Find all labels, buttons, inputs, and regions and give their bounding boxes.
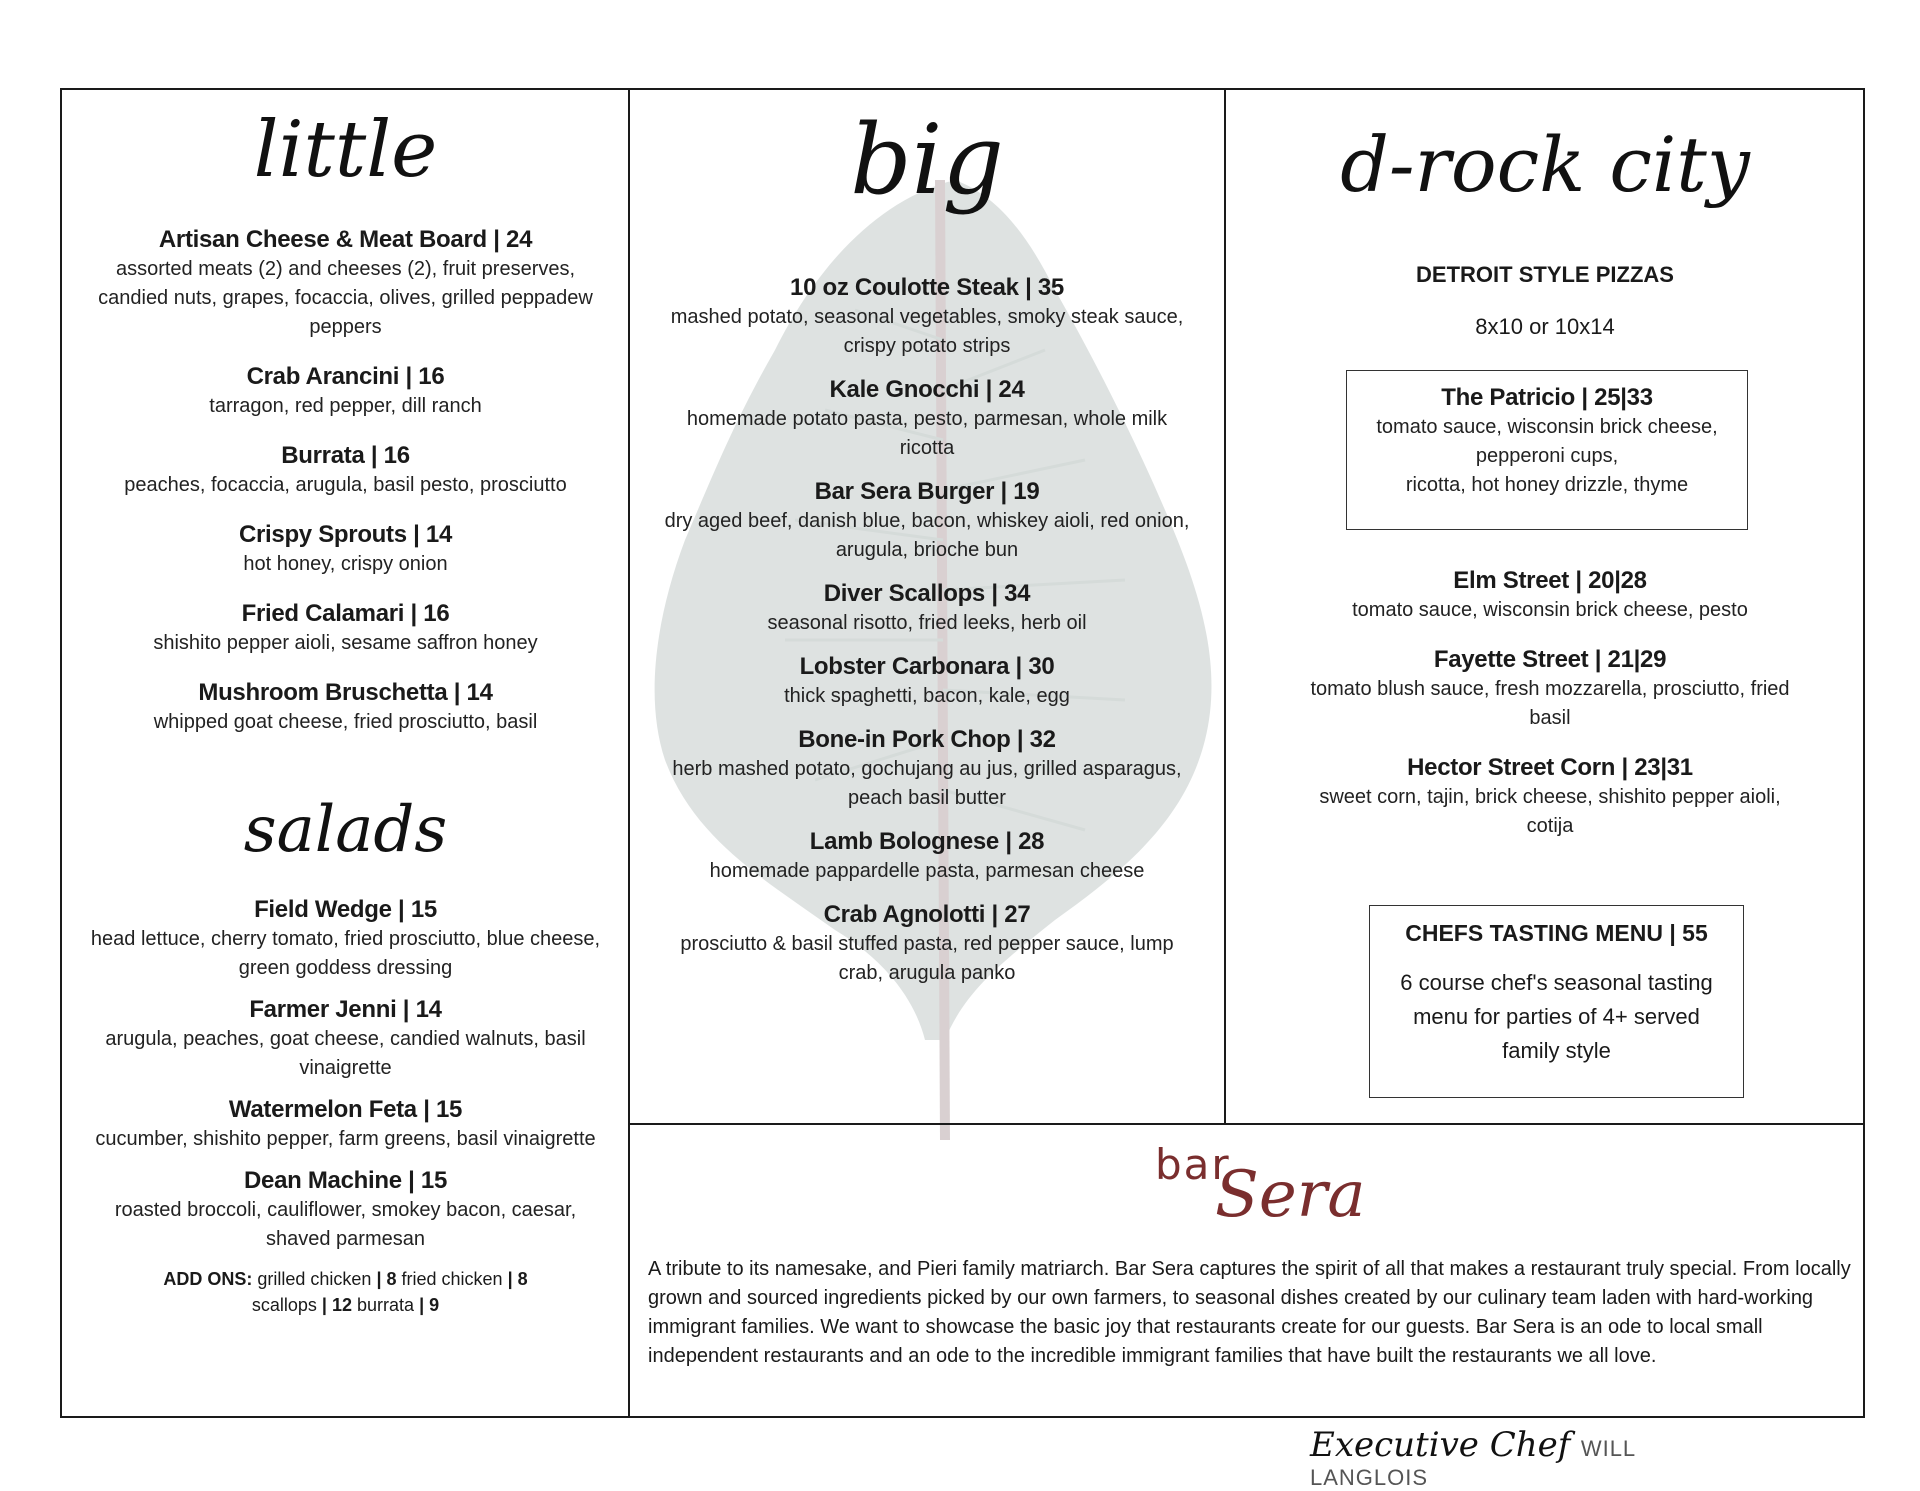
tasting-menu-box bbox=[1369, 905, 1744, 1098]
menu-item-desc: whipped goat cheese, fried prosciutto, basil bbox=[153, 711, 538, 733]
little-heading: little bbox=[253, 105, 438, 195]
about-paragraph: A tribute to its namesake, and Pieri family matriarch. Bar Sera captures the spirit of all that makes a restaurant truly special. From locally grown and sourced ingredients picked by our own farmers, to seasonal dishes created by our culinary team laden with hard-working immigrant families. We want to showcase the basic joy that restaurants create for our guests. Bar Sera is an ode to local small independent restaurants and an ode to the incredible immigrant families that have built the restaurants we all love. bbox=[648, 1258, 1851, 1367]
menu-item-name: Fayette Street | 21|29 bbox=[1433, 646, 1667, 673]
menu-item-desc: shishito pepper aioli, sesame saffron honey bbox=[153, 632, 538, 654]
menu-item bbox=[84, 895, 607, 983]
divider-little-big bbox=[628, 88, 630, 1418]
menu-item-desc: homemade pappardelle pasta, parmesan cheese bbox=[709, 860, 1145, 882]
menu-item-name: Watermelon Feta | 15 bbox=[228, 1096, 463, 1123]
menu-item bbox=[84, 441, 607, 500]
featured-pizza-line-3: ricotta, hot honey drizzle, thyme bbox=[1405, 474, 1689, 496]
menu-item bbox=[1300, 566, 1800, 625]
menu-item bbox=[662, 725, 1192, 813]
menu-item-name: Lamb Bolognese | 28 bbox=[809, 828, 1045, 855]
big-heading: big bbox=[850, 104, 1004, 216]
menu-item-name: Dean Machine | 15 bbox=[243, 1167, 448, 1194]
menu-item bbox=[84, 1095, 607, 1154]
salads-heading: salads bbox=[243, 793, 448, 867]
featured-pizza-box bbox=[1346, 370, 1748, 530]
menu-item-name: Crab Agnolotti | 27 bbox=[823, 901, 1031, 928]
menu-item bbox=[84, 678, 607, 737]
big-items bbox=[632, 273, 1222, 988]
menu-item-desc: tomato sauce, wisconsin brick cheese, pesto bbox=[1352, 599, 1748, 621]
menu-item bbox=[1300, 753, 1800, 841]
menu-item-name: Diver Scallops | 34 bbox=[823, 580, 1031, 607]
salads-items bbox=[64, 895, 627, 1254]
menu-item bbox=[662, 273, 1192, 361]
menu-item bbox=[84, 995, 607, 1083]
menu-item-name: Bar Sera Burger | 19 bbox=[814, 478, 1040, 505]
menu-item-desc: thick spaghetti, bacon, kale, egg bbox=[784, 685, 1070, 707]
menu-item-desc: sweet corn, tajin, brick cheese, shishito pepper aioli, cotija bbox=[1319, 786, 1781, 837]
featured-pizza-name: The Patricio | 25|33 bbox=[1441, 384, 1653, 411]
addons-line-2: scallops | 12 burrata | 9 bbox=[251, 1295, 440, 1315]
menu-item-desc: hot honey, crispy onion bbox=[243, 553, 448, 575]
featured-pizza-line-1: tomato sauce, wisconsin brick cheese, bbox=[1376, 416, 1718, 438]
menu-item bbox=[662, 579, 1192, 638]
menu-item-name: Crab Arancini | 16 bbox=[246, 363, 445, 390]
menu-item-desc: roasted broccoli, cauliflower, smokey bacon, caesar, shaved parmesan bbox=[114, 1199, 577, 1250]
brand-logo bbox=[1155, 1140, 1375, 1250]
frame-bottom-left bbox=[60, 1416, 630, 1418]
menu-item-desc: tarragon, red pepper, dill ranch bbox=[209, 395, 482, 417]
menu-item bbox=[662, 477, 1192, 565]
menu-item-desc: prosciutto & basil stuffed pasta, red pepper sauce, lump crab, arugula panko bbox=[680, 933, 1174, 984]
addon-grilled-chicken: grilled chicken bbox=[257, 1269, 372, 1289]
menu-item-desc: peaches, focaccia, arugula, basil pesto, prosciutto bbox=[124, 474, 567, 496]
chef-title: Executive Chef bbox=[1310, 1425, 1571, 1465]
addons bbox=[64, 1266, 627, 1318]
divider-big-pizza bbox=[1224, 88, 1226, 1124]
pizza-subtitle: DETROIT STYLE PIZZAS bbox=[1416, 262, 1674, 287]
featured-pizza-line-2: pepperoni cups, bbox=[1475, 445, 1619, 467]
menu-item-desc: head lettuce, cherry tomato, fried prosciutto, blue cheese, green goddess dressing bbox=[90, 928, 601, 979]
menu-item bbox=[84, 362, 607, 421]
pizza-column bbox=[1228, 110, 1862, 342]
menu-item-name: Bone-in Pork Chop | 32 bbox=[798, 726, 1056, 753]
frame-left bbox=[60, 88, 62, 1418]
chef-signature bbox=[1310, 1425, 1730, 1490]
menu-item-desc: arugula, peaches, goat cheese, candied walnuts, basil vinaigrette bbox=[105, 1028, 586, 1079]
menu-item bbox=[662, 827, 1192, 886]
menu-item bbox=[84, 599, 607, 658]
menu-item-name: Field Wedge | 15 bbox=[254, 896, 437, 923]
frame-top bbox=[60, 88, 1865, 90]
addon-burrata: burrata bbox=[357, 1295, 415, 1315]
menu-item-desc: homemade potato pasta, pesto, parmesan, whole milk ricotta bbox=[686, 408, 1168, 459]
addon-burrata-price: 9 bbox=[429, 1295, 440, 1315]
brand-sera: Sera bbox=[1215, 1158, 1366, 1232]
chef-name: WILL LANGLOIS bbox=[1310, 1436, 1636, 1490]
little-items bbox=[64, 225, 627, 737]
menu-item-name: Kale Gnocchi | 24 bbox=[829, 376, 1025, 403]
tasting-menu-title: CHEFS TASTING MENU | 55 bbox=[1405, 920, 1708, 946]
menu-item bbox=[662, 375, 1192, 463]
menu-item-name: Burrata | 16 bbox=[281, 442, 410, 469]
menu-item-name: Mushroom Bruschetta | 14 bbox=[198, 679, 493, 706]
addon-fried-chicken: fried chicken bbox=[401, 1269, 503, 1289]
addon-scallops-price: 12 bbox=[331, 1295, 352, 1315]
menu-item-name: Farmer Jenni | 14 bbox=[249, 996, 442, 1023]
menu-item-name: Hector Street Corn | 23|31 bbox=[1407, 754, 1693, 781]
pizza-items bbox=[1300, 566, 1800, 861]
menu-item bbox=[84, 1166, 607, 1254]
menu-item bbox=[84, 520, 607, 579]
tasting-menu-desc: 6 course chef's seasonal tasting menu for parties of 4+ served family style bbox=[1400, 970, 1713, 1063]
menu-item bbox=[662, 652, 1192, 711]
menu-item-desc: assorted meats (2) and cheeses (2), fruit preserves, candied nuts, grapes, focaccia, olives, grilled peppadew peppers bbox=[98, 258, 593, 338]
menu-item-name: 10 oz Coulotte Steak | 35 bbox=[790, 274, 1064, 301]
addons-line-1: ADD ONS: grilled chicken | 8 fried chicken | 8 bbox=[163, 1269, 528, 1289]
menu-item-desc: mashed potato, seasonal vegetables, smoky steak sauce, crispy potato strips bbox=[670, 306, 1184, 357]
menu-item bbox=[1300, 645, 1800, 733]
menu-item-desc: dry aged beef, danish blue, bacon, whiskey aioli, red onion, arugula, brioche bun bbox=[664, 510, 1190, 561]
addon-fried-chicken-price: 8 bbox=[517, 1269, 528, 1289]
menu-item bbox=[84, 225, 607, 342]
menu-item-desc: tomato blush sauce, fresh mozzarella, prosciutto, fried basil bbox=[1310, 678, 1790, 729]
menu-item-desc: cucumber, shishito pepper, farm greens, basil vinaigrette bbox=[95, 1128, 596, 1150]
menu-item-name: Elm Street | 20|28 bbox=[1453, 567, 1647, 594]
menu-item-name: Crispy Sprouts | 14 bbox=[238, 521, 453, 548]
pizza-sizes: 8x10 or 10x14 bbox=[1475, 314, 1615, 339]
menu-item bbox=[662, 900, 1192, 988]
little-column bbox=[64, 95, 627, 757]
divider-about-top bbox=[628, 1123, 1865, 1125]
big-column bbox=[632, 95, 1222, 1002]
menu-item-name: Lobster Carbonara | 30 bbox=[799, 653, 1055, 680]
menu-item-name: Fried Calamari | 16 bbox=[241, 600, 450, 627]
addons-label: ADD ONS: bbox=[163, 1269, 253, 1289]
pizza-heading: d-rock city bbox=[1340, 120, 1750, 209]
addon-grilled-chicken-price: 8 bbox=[386, 1269, 397, 1289]
addon-scallops: scallops bbox=[251, 1295, 317, 1315]
salads-section bbox=[64, 785, 627, 1318]
menu-item-desc: seasonal risotto, fried leeks, herb oil bbox=[767, 612, 1087, 634]
brand-bar: bar bbox=[1155, 1140, 1231, 1189]
menu-item-name: Artisan Cheese & Meat Board | 24 bbox=[158, 226, 533, 253]
menu-item-desc: herb mashed potato, gochujang au jus, grilled asparagus, peach basil butter bbox=[672, 758, 1182, 809]
frame-right bbox=[1863, 88, 1865, 1418]
frame-bottom-right bbox=[628, 1416, 1865, 1418]
